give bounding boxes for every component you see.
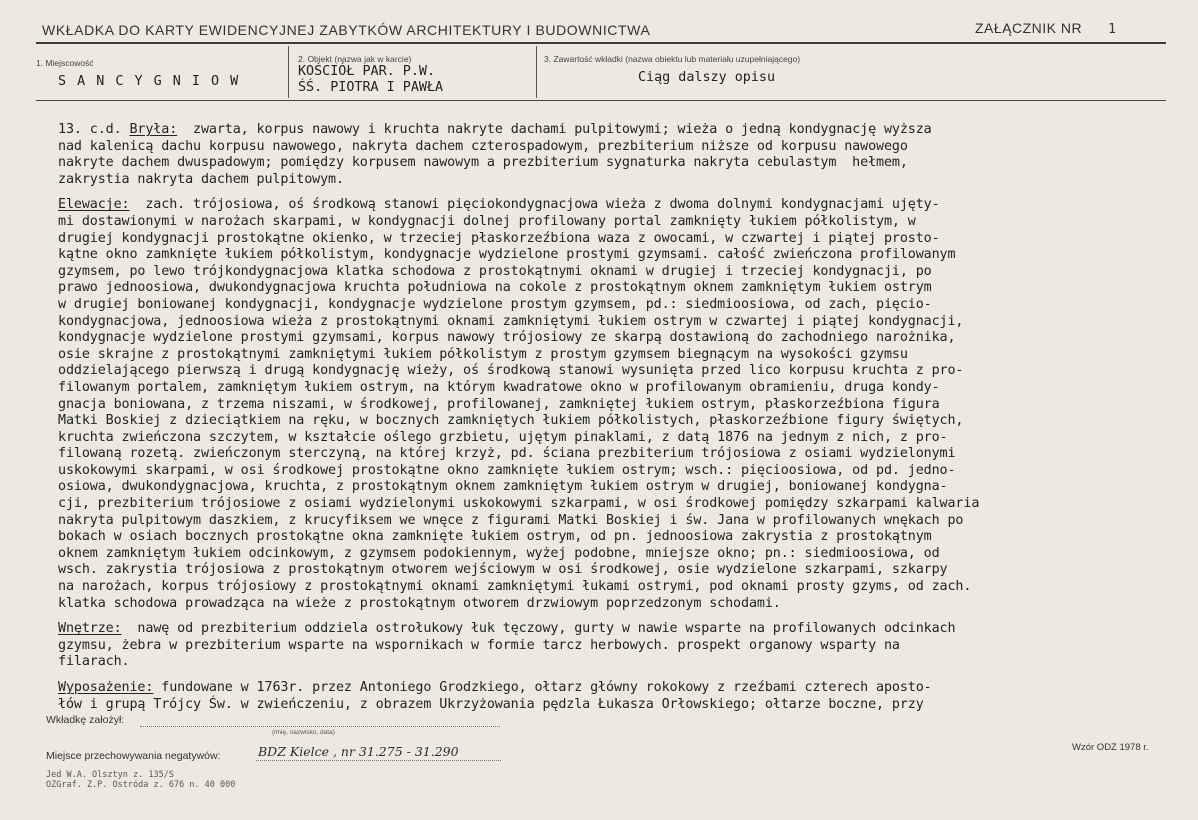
text-line: nakryta pulpitowym daszkiem, z krucyfiksem we wnęce z figurami Matki Boskiej i św. Jana w profilowanych wnękach po [58,512,964,528]
prepared-by-line [140,726,500,727]
negatives-label: Miejsce przechowywania negatywów: [46,750,221,762]
text-line: cji, prezbiterium trójosiowe z osiami wydzielonymi uskokowymi szkarpami, w osi środkowej pomiędzy szkarpami kalwaria [58,496,980,512]
print-info-1: Jed W.A. Olsztyn z. 135/S [46,770,174,780]
form-title: WKŁADKA DO KARTY EWIDENCYJNEJ ZABYTKÓW ARCHITEKTURY I BUDOWNICTWA [42,22,651,38]
text-line: nakryte dachem dwuspadowym; pomiędzy korpusem nawowym a prezbiterium sygnaturka nakryta cebulastym hełmem, [58,155,908,171]
text-line: łów i grupą Trójcy Św. w zwieńczeniu, z obrazem Ukrzyżowania pędzla Łukasza Orłowskiego; ołtarze boczne, przy [58,696,924,712]
text-line: filowaną rozetą. zwieńczonym sterczyną, na której krzyż, pd. ściana prezbiterium trójosiowa z osiami wydzielonymi [58,446,956,462]
text-line: filowanym portalem, zamkniętym łukiem ostrym, na którym kwadratowe okno w profilowanym obramieniu, druga kondy- [58,379,940,395]
object-line-2: ŚŚ. PIOTRA I PAWŁA [298,80,444,95]
section-heading: Wyposażenie: [58,680,154,695]
section-heading: Elewacje: [58,197,130,213]
text-line: oknem zamkniętym łukiem odcinkowym, z gzymsem podokiennym, wyżej podobne, mniejsze okno; pn.: siedmioosiowa, od [58,545,940,561]
annex-label [975,20,1116,37]
field-divider [536,46,537,98]
text-line [58,621,1198,638]
text-line: nad kalenicą dachu korpusu nawowego, nakryta dachem czterospadowym, prezbiterium niższe od korpusu nawowego [58,138,908,154]
content-value: Ciąg dalszy opisu [638,70,776,85]
text-line: gnacja boniowana, z trzema niszami, w środkowej, profilowanej, zamkniętej łukiem ostrym, płaskorzeźbiona figura [58,396,940,412]
text-line: osiowa, dwukondygnacjowa, kruchta, z prostokątnym oknem zamkniętym łukiem ostrym w drugiej, boniowanej kondygna- [58,479,948,495]
description-body [58,122,1198,722]
text-line: klatka schodowa prowadząca na wieże z prostokątnym otworem drzwiowym poprzedzonym schodami. [58,595,781,611]
text-line: osie skrajne z prostokątnymi zamkniętymi łukiem półkolistym z prostym gzymsem biegnącym na wysokości gzymsu [58,346,908,362]
annex-label-text: ZAŁĄCZNIK NR [975,20,1083,36]
paragraph-wyposazenie [58,680,1198,713]
text-line [58,197,1198,214]
text-line: oddzielającego pierwszą i drugą kondygnację wieży, oś środkową stanowi wysunięta przed lico korpusu kruchta z pro- [58,363,964,379]
section-number: 13. c.d. [58,122,130,137]
locality-value: S A N C Y G N I O W [58,74,240,89]
section-heading: Bryła: [129,122,178,137]
locality-label: 1. Miejscowość [36,58,94,68]
paragraph-elewacje [58,197,1198,612]
text-line: w drugiej boniowanej kondygnacji, kondygnacje wydzielone prostym gzymsem, pd.: siedmioosiowa, od zach, pięcio- [58,296,932,312]
header-rule [36,42,1166,44]
negatives-line [256,760,501,761]
text-line: uskokowymi skarpami, w osi środkowej prostokątne okno zamknięte łukiem ostrym; wsch.: pięcioosiowa, od pd. jedno- [58,462,956,478]
print-info-2: OZGraf. Z.P. Ostróda z. 676 n. 40 000 [46,780,236,790]
text-line: zakrystia nakryta dachem pulpitowym. [58,171,344,187]
object-label: 2. Obiekt (nazwa jak w karcie) [298,54,412,64]
section-heading: Wnętrze: [58,621,122,637]
text-segment: zwarta, korpus nawowy i kruchta nakryte dachami pulpitowymi; wieża o jedną kondygnację wyższa [177,122,932,137]
annex-number: 1 [1108,22,1117,37]
text-line: prawo jednoosiowa, dwukondygnacjowa kruchta południowa na cokole z prostokątnym oknem zamkniętym łukiem ostrym [58,280,932,296]
negatives-value: BDZ Kielce , nr 31.275 - 31.290 [258,744,459,759]
text-line: Matki Boskiej z dzieciątkiem na ręku, w bocznych zamkniętych łukiem półkolistych, płaskorzeźbione figury świętych, [58,413,964,429]
text-line [58,680,1198,697]
content-label: 3. Zawartość wkładki (nazwa obiektu lub materiału uzupełniającego) [544,54,801,64]
fields-bottom-rule [36,100,1166,101]
text-segment: zach. trójosiowa, oś środkową stanowi pięciokondygnacjowa wieża z dwoma dolnymi kondygnacjami ujęty- [129,197,940,213]
text-line: na narożach, korpus trójosiowy z prostokątnymi oknami zamkniętymi łukami ostrymi, pod oknami prosty gzyms, od zach. [58,579,972,595]
model-label: Wzór ODZ 1978 r. [1072,742,1149,753]
text-line: gzymsu, żebra w prezbiterium wsparte na wspornikach w formie tarcz herbowych. prospekt organowy wsparty na [58,637,900,653]
text-line: kondygnacje wydzielone prostymi gzymsami, korpus nawowy trójosiowy ze skarpą dostawioną do zachodniego narożnika, [58,330,956,346]
text-line: kątne okno zamknięte łukiem półkolistym, kondygnacje wydzielone prostymi gzymsami. całość zwieńczona profilowanym [58,247,956,263]
text-line: gzymsem, po lewo trójkondygnacjowa klatka schodowa z prostokątnymi oknami w drugiej i trzeciej kondygnacji, po [58,263,932,279]
text-line: kruchta zwieńczona szczytem, w kształcie oślego grzbietu, ujętym pinaklami, z datą 1876 na jednym z nich, z pro- [58,429,948,445]
text-segment: nawę od prezbiterium oddziela ostrołukowy łuk tęczowy, gurty w nawie wsparte na profilowanych odcinkach [121,621,956,637]
paragraph-wnetrze [58,621,1198,671]
prepared-by-label: Wkładkę założył: [46,714,125,726]
text-line: mi dostawionymi w narożach skarpami, w kondygnacji dolnej profilowany portal zamknięty łukiem półkolistym, w [58,213,916,229]
text-line: filarach. [58,654,130,670]
text-line: kondygnacjowa, jednoosiowa wieża z prostokątnymi oknami zamkniętymi łukiem ostrym w czwartej i piątej kondygnacji, [58,313,964,329]
field-divider [288,46,289,98]
text-line: bokach w osiach bocznych prostokątne okna zamknięte łukiem ostrym, od pn. jednoosiowa zakrystia z prostokątnym [58,529,932,545]
paragraph-bryla [58,122,1198,188]
text-segment: fundowane w 1763r. przez Antoniego Grodzkiego, ołtarz główny rokokowy z rzeźbami czterech aposto- [153,680,932,695]
name-hint: (imię, nazwisko, data) [272,729,335,736]
object-line-1: KOŚCIÓŁ PAR. P.W. [298,64,436,79]
text-line: wsch. zakrystia trójosiowa z prostokątnym otworem wejściowym w osi środkowej, osie wydzielone szkarpami, szkarpy [58,562,948,578]
text-line [58,122,1198,139]
text-line: drugiej kondygnacji prostokątne okienko, w trzeciej płaskorzeźbiona waza z owocami, w czwartej i piątej prosto- [58,230,940,246]
